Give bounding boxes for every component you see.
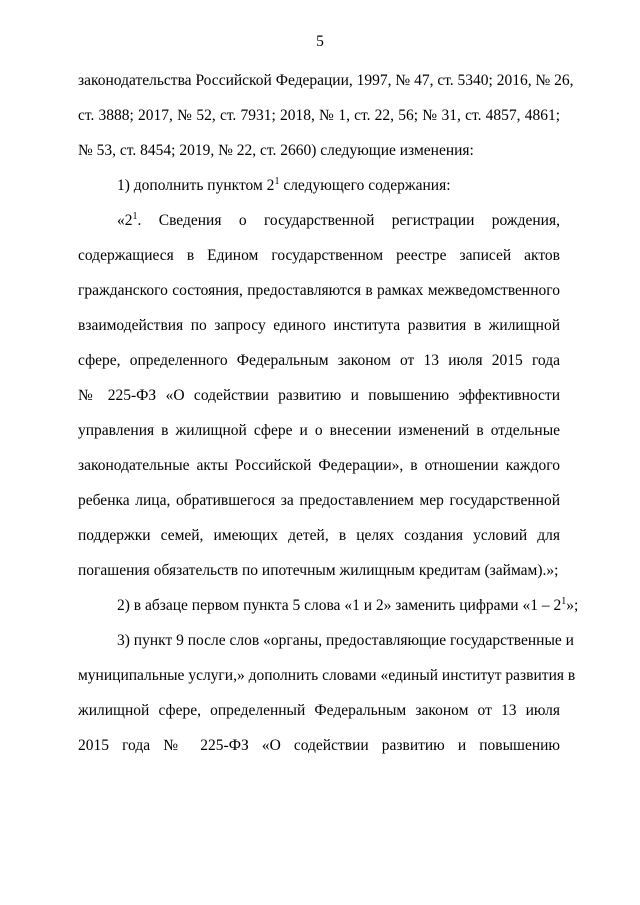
text-line: № 53, ст. 8454; 2019, № 22, ст. 2660) следующие изменения:	[78, 142, 474, 159]
text-fragment: 1) дополнить пунктом 2	[117, 177, 275, 194]
text-line	[117, 177, 560, 195]
text-line	[117, 596, 579, 615]
text-line: взаимодействия по запросу единого института развития в жилищной	[78, 317, 560, 334]
text-fragment: »;	[566, 597, 579, 614]
text-line: сфере, определенного Федеральным законом от 13 июля 2015 года	[78, 352, 560, 369]
text-line: № 225-ФЗ «О содействии развитию и повышению эффективности	[78, 387, 560, 404]
text-fragment: 2) в абзаце первом пункта 5 слова «1 и 2» заменить цифрами «1 – 2	[117, 597, 562, 614]
text-line: погашения обязательств по ипотечным жилищным кредитам (займам).»;	[78, 562, 559, 579]
text-line: законодательства Российской Федерации, 1997, № 47, ст. 5340; 2016, № 26,	[78, 72, 574, 89]
text-fragment: . Сведения о государственной регистрации рождения,	[137, 212, 560, 229]
text-line: ребенка лица, обратившегося за предоставлением мер государственной	[78, 492, 560, 509]
text-line: 2015 года № 225-ФЗ «О содействии развитию и повышению	[78, 737, 560, 754]
text-line	[117, 212, 560, 230]
text-line: ст. 3888; 2017, № 52, ст. 7931; 2018, № 1, ст. 22, 56; № 31, ст. 4857, 4861;	[78, 107, 560, 124]
superscript: 1	[274, 176, 280, 187]
text-fragment: следующего содержания:	[283, 177, 451, 194]
text-line: содержащиеся в Едином государственном реестре записей актов	[78, 247, 560, 264]
superscript: 1	[132, 211, 138, 222]
text-line: 3) пункт 9 после слов «органы, предоставляющие государственные и	[117, 632, 574, 649]
text-line: жилищной сфере, определенный Федеральным законом от 13 июля	[78, 702, 560, 719]
text-line: поддержки семей, имеющих детей, в целях создания условий для	[78, 527, 560, 544]
superscript: 1	[561, 596, 567, 607]
text-line: муниципальные услуги,» дополнить словами «единый институт развития в	[78, 667, 576, 684]
text-line: управления в жилищной сфере и о внесении изменений в отдельные	[78, 422, 560, 439]
text-line: гражданского состояния, предоставляются в рамках межведомственного	[78, 282, 560, 299]
text-fragment: «2	[117, 212, 133, 229]
page-number: 5	[316, 33, 324, 50]
text-line: законодательные акты Российской Федерации», в отношении каждого	[78, 457, 560, 474]
